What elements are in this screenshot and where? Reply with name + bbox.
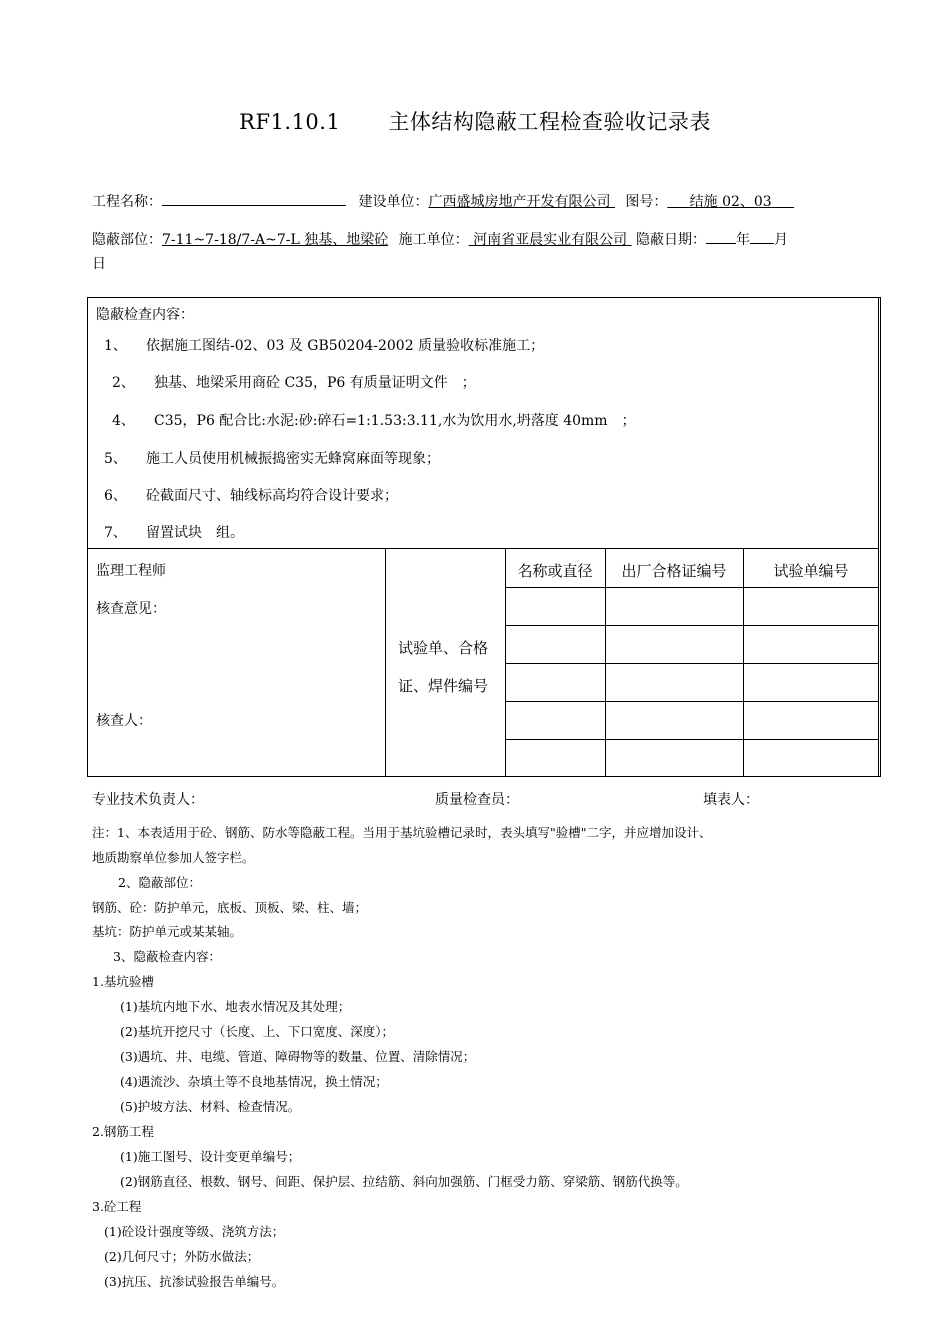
column-header-name: 名称或直径 <box>517 562 593 580</box>
table-divider <box>505 701 879 702</box>
inspection-item-num: 2、 <box>112 375 135 391</box>
note-line: 基坑：防护单元或某某轴。 <box>92 924 243 939</box>
table-divider <box>505 625 879 626</box>
drawing-label: 图号： <box>625 194 668 210</box>
column-header-cert: 出厂合格证编号 <box>621 562 727 580</box>
contractor-label: 施工单位： <box>398 232 469 248</box>
tech-lead-label: 专业技术负责人： <box>92 792 204 808</box>
inspection-item-num: 5、 <box>104 451 127 467</box>
filler-label: 填表人： <box>703 792 759 808</box>
note-line: (3)抗压、抗渗试验报告单编号。 <box>104 1274 285 1289</box>
builder-value: 广西盛城房地产开发有限公司 <box>428 194 611 210</box>
year-field[interactable] <box>706 229 736 244</box>
column-header-test: 试验单编号 <box>773 562 849 580</box>
inspection-heading: 隐蔽检查内容： <box>96 307 194 323</box>
table-divider <box>385 548 386 777</box>
note-line: (1)砼设计强度等级、浇筑方法； <box>104 1224 285 1239</box>
note-line: (3)遇坑、井、电缆、管道、障碍物等的数量、位置、清除情况； <box>120 1049 476 1064</box>
note-line: (2)基坑开挖尺寸（长度、上、下口宽度、深度）； <box>120 1024 394 1039</box>
note-line: 地质勘察单位参加人签字栏。 <box>92 850 255 865</box>
table-divider <box>505 739 879 740</box>
note-line: 钢筋、砼：防护单元，底板、顶板、梁、柱、墙； <box>92 900 368 915</box>
table-divider <box>87 548 879 549</box>
opinion-label: 核查意见： <box>96 601 166 617</box>
contractor-value: 河南省亚晨实业有限公司 <box>473 232 628 248</box>
table-divider <box>505 587 879 588</box>
inspector-label: 质量检查员： <box>435 792 519 808</box>
project-label: 工程名称： <box>92 194 162 210</box>
year-label: 年 <box>736 232 751 248</box>
note-line: (4)遇流沙、杂填土等不良地基情况，换土情况； <box>120 1074 388 1089</box>
note-line: 3.砼工程 <box>92 1199 142 1214</box>
note-line: (2)钢筋直径、根数、钢号、间距、保护层、拉结筋、斜向加强筋、门框受力筋、穿梁筋、钢筋代换等。 <box>120 1174 688 1189</box>
note-line: (1)基坑内地下水、地表水情况及其处理； <box>120 999 351 1014</box>
note-line: 注：1、本表适用于砼、钢筋、防水等隐蔽工程。当用于基坑验槽记录时，表头填写"验槽"二字，并应增加设计、 <box>92 825 712 840</box>
table-divider <box>505 663 879 664</box>
date-label: 隐蔽日期： <box>636 232 707 248</box>
inspection-item-text: 施工人员使用机械振捣密实无蜂窝麻面等现象； <box>146 451 440 467</box>
location-value: 7-11~7-18/7-A~7-L 独基、地梁砼 <box>162 232 389 248</box>
table-right-border <box>878 297 879 777</box>
location-label: 隐蔽部位： <box>92 232 162 248</box>
inspection-item-num: 7、 <box>104 525 127 541</box>
note-line: 3、隐蔽检查内容： <box>113 949 221 964</box>
note-line: 2.钢筋工程 <box>92 1124 154 1139</box>
inspection-item-text: 留置试块 组。 <box>146 525 244 541</box>
info-row-1 <box>92 191 794 211</box>
inspection-item-text: 砼截面尺寸、轴线标高均符合设计要求； <box>146 488 398 504</box>
inspection-item-text: 依据施工图结-02、03 及 GB50204-2002 质量验收标准施工； <box>146 338 545 354</box>
info-row-2 <box>92 229 788 249</box>
month-field[interactable] <box>750 229 774 244</box>
note-line: 1.基坑验槽 <box>92 974 154 989</box>
checker-label: 核查人： <box>96 713 152 729</box>
test-label-line1: 试验单、合格 <box>398 639 489 657</box>
page-title <box>0 106 950 136</box>
inspection-item-text: 独基、地梁采用商砼 C35，P6 有质量证明文件 ； <box>154 375 476 391</box>
inspection-item-num: 1、 <box>104 338 127 354</box>
note-line: (5)护坡方法、材料、检查情况。 <box>120 1099 301 1114</box>
test-label-line2: 证、焊件编号 <box>398 677 489 695</box>
drawing-value: 结施 02、03 <box>689 194 772 210</box>
note-line: 2、隐蔽部位： <box>118 875 201 890</box>
day-label: 日 <box>92 256 106 272</box>
form-code: RF1.10.1 <box>239 110 341 134</box>
builder-label: 建设单位： <box>358 194 429 210</box>
supervisor-title: 监理工程师 <box>96 563 166 579</box>
inspection-item-num: 4、 <box>112 413 135 429</box>
form-title: 主体结构隐蔽工程检查验收记录表 <box>388 110 711 134</box>
month-label: 月 <box>774 232 789 248</box>
note-line: (2)几何尺寸；外防水做法； <box>104 1249 260 1264</box>
note-line: (1)施工图号、设计变更单编号； <box>120 1149 301 1164</box>
inspection-item-text: C35，P6 配合比:水泥:砂:碎石=1:1.53:3.11,水为饮用水,坍落度 40mm ； <box>154 413 636 429</box>
project-name-field[interactable] <box>162 191 346 206</box>
inspection-item-num: 6、 <box>104 488 127 504</box>
